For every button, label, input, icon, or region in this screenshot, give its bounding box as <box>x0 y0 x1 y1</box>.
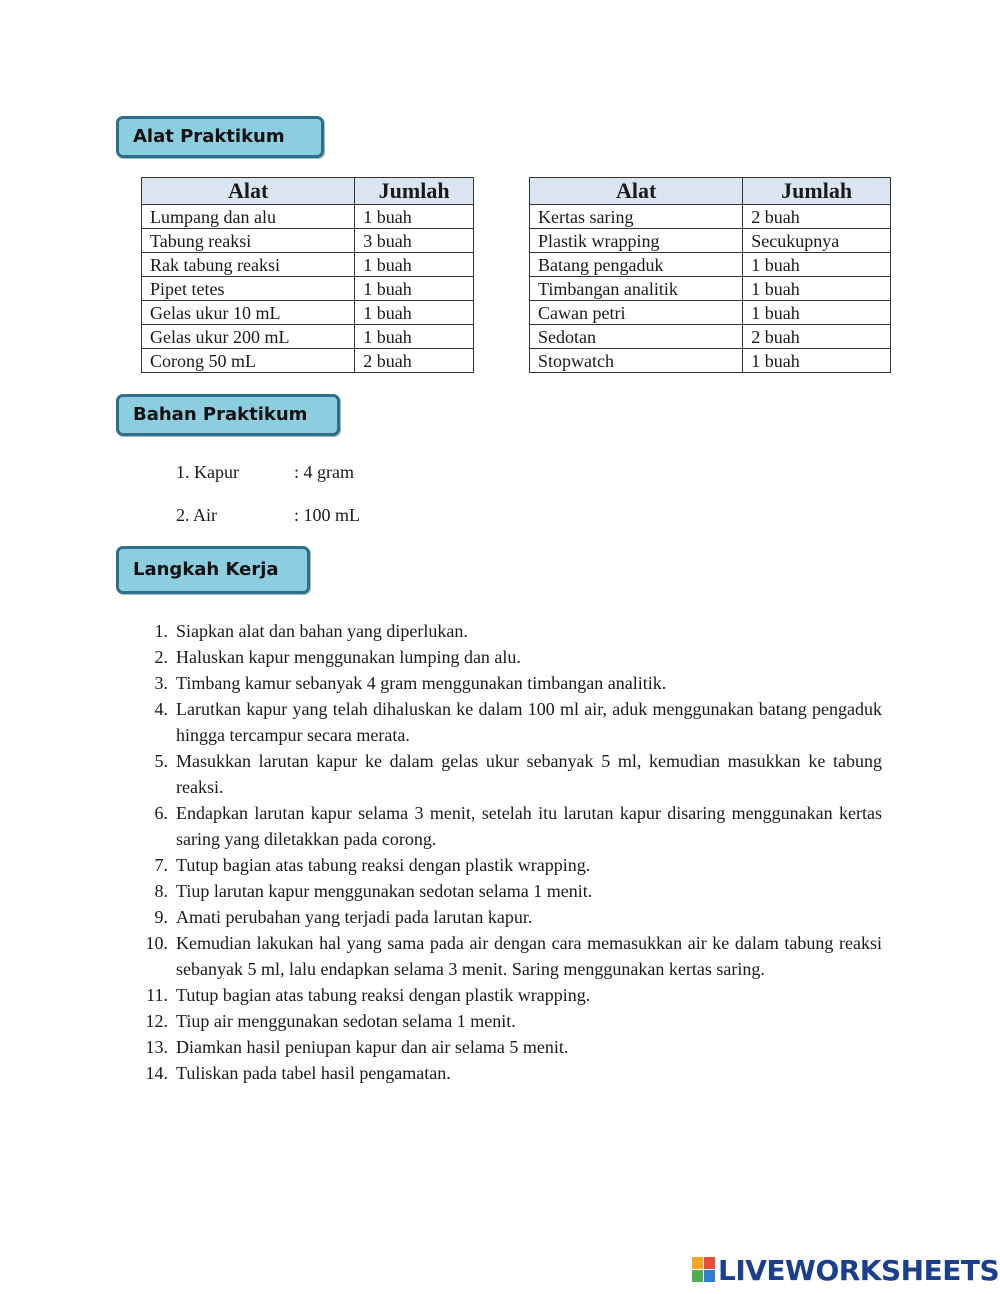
step-text: Tuliskan pada tabel hasil pengamatan. <box>176 1063 451 1083</box>
table-row <box>142 253 474 277</box>
step-number: 7. <box>154 855 168 875</box>
alat-cell: Rak tabung reaksi <box>142 253 355 277</box>
alat-table-left <box>141 177 474 373</box>
table-row <box>142 277 474 301</box>
step-text: Tiup air menggunakan sedotan selama 1 menit. <box>176 1011 516 1031</box>
alat-praktikum-heading: Alat Praktikum <box>116 116 324 158</box>
table-row <box>142 325 474 349</box>
step-number: 1. <box>154 621 168 641</box>
column-header-alat: Alat <box>142 178 355 205</box>
table-row <box>142 301 474 325</box>
table-row <box>530 277 891 301</box>
jumlah-cell: 2 buah <box>743 205 891 229</box>
jumlah-cell: 1 buah <box>355 277 474 301</box>
alat-cell: Plastik wrapping <box>530 229 743 253</box>
alat-cell: Timbangan analitik <box>530 277 743 301</box>
step-number: 6. <box>154 803 168 823</box>
jumlah-cell: 1 buah <box>355 301 474 325</box>
step-text: Tutup bagian atas tabung reaksi dengan plastik wrapping. <box>176 855 591 875</box>
table-header-row <box>142 178 474 205</box>
jumlah-cell: 1 buah <box>743 277 891 301</box>
jumlah-cell: Secukupnya <box>743 229 891 253</box>
list-item <box>138 748 882 800</box>
list-item <box>138 904 882 930</box>
logo-text: LIVEWORKSHEETS <box>718 1254 1000 1287</box>
step-text: Tutup bagian atas tabung reaksi dengan plastik wrapping. <box>176 985 591 1005</box>
step-number: 13. <box>145 1037 168 1057</box>
list-item <box>138 618 882 644</box>
alat-cell: Stopwatch <box>530 349 743 373</box>
table-row <box>530 205 891 229</box>
alat-cell: Gelas ukur 200 mL <box>142 325 355 349</box>
column-header-alat: Alat <box>530 178 743 205</box>
step-number: 11. <box>146 985 168 1005</box>
step-number: 8. <box>154 881 168 901</box>
step-text: Diamkan hasil peniupan kapur dan air selama 5 menit. <box>176 1037 569 1057</box>
list-item <box>138 670 882 696</box>
list-item <box>138 696 882 748</box>
jumlah-cell: 2 buah <box>355 349 474 373</box>
table-row <box>142 205 474 229</box>
liveworksheets-logo[interactable] <box>692 1254 999 1288</box>
alat-cell: Pipet tetes <box>142 277 355 301</box>
table-row <box>530 253 891 277</box>
logo-blocks-icon <box>692 1257 716 1283</box>
step-text: Siapkan alat dan bahan yang diperlukan. <box>176 621 468 641</box>
bahan-label: 2. Air <box>176 505 218 525</box>
list-item <box>138 644 882 670</box>
alat-cell: Lumpang dan alu <box>142 205 355 229</box>
alat-cell: Batang pengaduk <box>530 253 743 277</box>
step-text: Larutkan kapur yang telah dihaluskan ke dalam 100 ml air, aduk menggunakan batang pengaduk hingga tercampur secara merata. <box>176 699 882 745</box>
step-text: Amati perubahan yang terjadi pada larutan kapur. <box>176 907 533 927</box>
step-text: Masukkan larutan kapur ke dalam gelas ukur sebanyak 5 ml, kemudian masukkan ke tabung reaksi. <box>176 751 882 797</box>
alat-cell: Cawan petri <box>530 301 743 325</box>
step-number: 2. <box>154 647 168 667</box>
step-text: Kemudian lakukan hal yang sama pada air dengan cara memasukkan air ke dalam tabung reaksi sebanyak 5 ml, lalu endapkan selama 3 menit. Saring menggunakan kertas saring. <box>176 933 882 979</box>
bahan-praktikum-heading: Bahan Praktikum <box>116 394 340 436</box>
list-item <box>138 878 882 904</box>
jumlah-cell: 1 buah <box>355 325 474 349</box>
table-row <box>142 349 474 373</box>
step-number: 9. <box>154 907 168 927</box>
table-row <box>530 325 891 349</box>
jumlah-cell: 1 buah <box>355 205 474 229</box>
alat-cell: Tabung reaksi <box>142 229 355 253</box>
bahan-value: : 100 mL <box>294 505 360 525</box>
table-row <box>530 229 891 253</box>
bahan-item <box>176 462 354 483</box>
step-number: 10. <box>145 933 168 953</box>
jumlah-cell: 1 buah <box>743 301 891 325</box>
alat-cell: Kertas saring <box>530 205 743 229</box>
alat-cell: Gelas ukur 10 mL <box>142 301 355 325</box>
bahan-value: : 4 gram <box>294 462 354 482</box>
step-number: 12. <box>145 1011 168 1031</box>
step-text: Endapkan larutan kapur selama 3 menit, setelah itu larutan kapur disaring menggunakan kertas saring yang diletakkan pada corong. <box>176 803 882 849</box>
jumlah-cell: 1 buah <box>355 253 474 277</box>
table-header-row <box>530 178 891 205</box>
list-item <box>138 852 882 878</box>
list-item <box>138 800 882 852</box>
column-header-jumlah: Jumlah <box>743 178 891 205</box>
bahan-item <box>176 505 360 526</box>
table-row <box>142 229 474 253</box>
step-text: Tiup larutan kapur menggunakan sedotan selama 1 menit. <box>176 881 593 901</box>
list-item <box>138 930 882 982</box>
list-item <box>138 1034 882 1060</box>
step-number: 14. <box>145 1063 168 1083</box>
steps-list <box>138 618 882 1086</box>
list-item <box>138 982 882 1008</box>
alat-cell: Sedotan <box>530 325 743 349</box>
jumlah-cell: 3 buah <box>355 229 474 253</box>
alat-cell: Corong 50 mL <box>142 349 355 373</box>
jumlah-cell: 1 buah <box>743 349 891 373</box>
jumlah-cell: 1 buah <box>743 253 891 277</box>
bahan-label: 1. Kapur <box>176 462 239 482</box>
table-row <box>530 301 891 325</box>
jumlah-cell: 2 buah <box>743 325 891 349</box>
step-number: 5. <box>154 751 168 771</box>
langkah-kerja-heading: Langkah Kerja <box>116 546 310 594</box>
step-number: 3. <box>154 673 168 693</box>
alat-table-right <box>529 177 891 373</box>
list-item <box>138 1060 882 1086</box>
step-number: 4. <box>154 699 168 719</box>
step-text: Haluskan kapur menggunakan lumping dan alu. <box>176 647 521 667</box>
step-text: Timbang kamur sebanyak 4 gram menggunakan timbangan analitik. <box>176 673 667 693</box>
column-header-jumlah: Jumlah <box>355 178 474 205</box>
list-item <box>138 1008 882 1034</box>
table-row <box>530 349 891 373</box>
